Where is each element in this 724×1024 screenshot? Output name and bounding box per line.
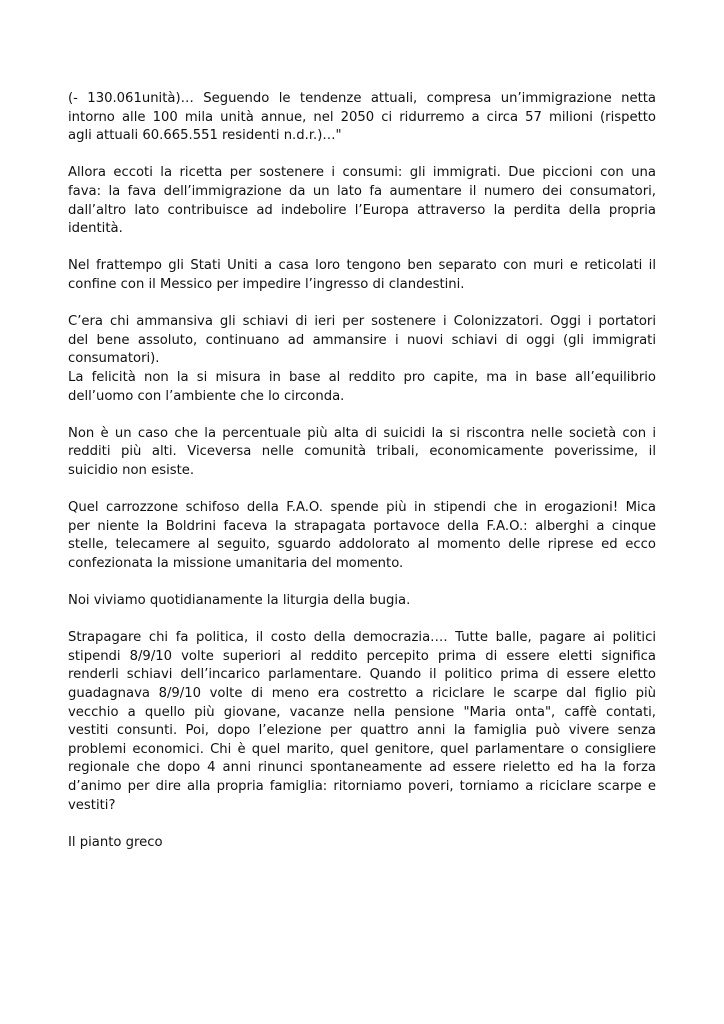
text-line: Strapagare chi fa politica, il costo della democrazia…. Tutte balle, pagare ai politici (68, 630, 656, 646)
text-line: vestiti? (68, 797, 116, 813)
paragraph (68, 592, 656, 611)
text-line: Nel frattempo gli Stati Uniti a casa loro tengono ben separato con muri e reticolati il (68, 258, 656, 274)
text-line: confezionata la missione umanitaria del momento. (68, 555, 404, 571)
text-line: regionale che dopo 4 anni rinunci spontaneamente ad essere rieletto ed ha la forza (68, 760, 656, 776)
text-line: suicidio non esiste. (68, 462, 195, 478)
text-line: redditi più alti. Viceversa nelle comunità tribali, economicamente poverissime, il (68, 444, 656, 460)
paragraph (68, 499, 656, 573)
text-line: fava: la fava dell’immigrazione da un lato fa aumentare il numero dei consumatori, (68, 183, 656, 199)
text-line: identità. (68, 221, 123, 237)
text-line: dall’altro lato contribuisce ad indebolire l’Europa attraverso la perdita della propria (68, 202, 656, 218)
text-line: La felicità non la si misura in base al reddito pro capite, ma in base all’equilibrio (68, 369, 656, 385)
paragraph (68, 313, 656, 369)
paragraph (68, 164, 656, 238)
text-line: Non è un caso che la percentuale più alta di suicidi la si riscontra nelle società con i (68, 425, 656, 441)
paragraph (68, 629, 656, 815)
paragraph (68, 257, 656, 294)
paragraph (68, 369, 656, 406)
closing-heading (68, 834, 656, 853)
text-line: confine con il Messico per impedire l’ingresso di clandestini. (68, 276, 465, 292)
text-line: stelle, telecamere al seguito, sguardo addolorato al momento delle riprese ed ecco (68, 537, 656, 553)
text-line: dell’uomo con l’ambiente che lo circonda. (68, 388, 345, 404)
text-line: Noi viviamo quotidianamente la liturgia della bugia. (68, 593, 411, 609)
text-line: del bene assoluto, continuano ad ammansire i nuovi schiavi di oggi (gli immigrati (68, 332, 656, 348)
text-line: per niente la Boldrini faceva la strapagata portavoce della F.A.O.: alberghi a cinque (68, 518, 656, 534)
text-line: (- 130.061unità)… Seguendo le tendenze attuali, compresa un’immigrazione netta (68, 91, 656, 106)
paragraph (68, 425, 656, 481)
text-line: vestiti consunti. Poi, dopo l’elezione per quattro anni la famiglia può vivere senza (68, 723, 656, 739)
text-line: vecchio a quello più giovane, vacanze nella pensione "Maria onta", caffè contati, (68, 704, 656, 720)
text-line: renderli schiavi dell’incarico parlamentare. Quando il politico prima di essere eletto (68, 667, 656, 683)
text-line: C’era chi ammansiva gli schiavi di ieri per sostenere i Colonizzatori. Oggi i portatori (68, 314, 656, 330)
text-line: d’animo per dire alla propria famiglia: ritorniamo poveri, torniamo a riciclare scarpe e (68, 778, 656, 794)
text-line: intorno alle 100 mila unità annue, nel 2050 ci ridurremo a circa 57 milioni (rispetto (68, 109, 656, 125)
document-body (68, 90, 656, 871)
text-line: Allora eccoti la ricetta per sostenere i consumi: gli immigrati. Due piccioni con una (68, 165, 656, 181)
text-line: Il pianto greco (68, 834, 163, 850)
text-line: Quel carrozzone schifoso della F.A.O. spende più in stipendi che in erogazioni! Mica (68, 500, 656, 516)
text-line: consumatori). (68, 351, 160, 367)
text-line: problemi economici. Chi è quel marito, quel genitore, quel parlamentare o consigliere (68, 741, 656, 757)
text-line: guadagnava 8/9/10 volte di meno era costretto a riciclare le scarpe dal figlio più (68, 686, 656, 701)
text-line: stipendi 8/9/10 volte superiori al reddito percepito prima di essere eletti significa (68, 648, 656, 664)
text-line: agli attuali 60.665.551 residenti n.d.r.)…" (68, 128, 342, 144)
paragraph (68, 90, 656, 146)
